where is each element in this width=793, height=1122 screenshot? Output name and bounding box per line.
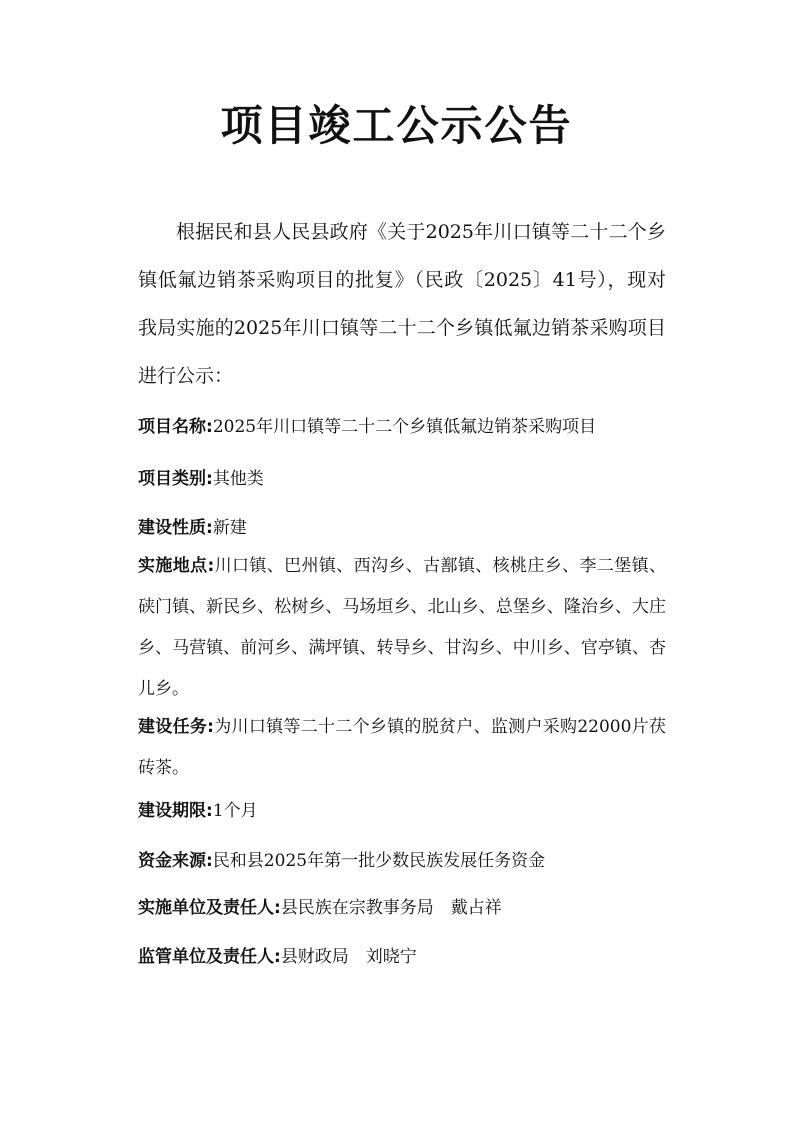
field-value: 新建 xyxy=(212,518,247,538)
field-label: 资金来源: xyxy=(138,851,213,871)
field-implementing-unit xyxy=(138,893,666,918)
field-construction-nature xyxy=(138,513,666,538)
field-value: 2025年川口镇等二十二个乡镇低氟边销茶采购项目 xyxy=(212,417,597,437)
field-value: 1个月 xyxy=(212,801,258,821)
field-location xyxy=(138,546,666,710)
field-construction-period xyxy=(138,796,666,821)
field-label: 建设期限: xyxy=(138,801,213,821)
field-label: 项目名称: xyxy=(138,417,213,437)
field-label: 建设性质: xyxy=(138,518,213,538)
field-label: 监管单位及责任人: xyxy=(138,947,281,967)
field-project-name xyxy=(138,412,666,437)
field-fund-source xyxy=(138,846,666,871)
page-title: 项目竣工公示公告 xyxy=(220,101,573,150)
field-value: 为川口镇等二十二个乡镇的脱贫户、监测户采购22000片茯砖茶。 xyxy=(138,717,666,778)
field-project-category xyxy=(138,464,666,489)
field-construction-task xyxy=(138,707,666,789)
field-value: 县财政局 刘晓宁 xyxy=(280,947,417,967)
field-supervising-unit xyxy=(138,942,666,967)
field-label: 建设任务: xyxy=(138,717,214,737)
field-value: 民和县2025年第一批少数民族发展任务资金 xyxy=(212,851,546,871)
field-value: 川口镇、巴州镇、西沟乡、古鄯镇、核桃庄乡、李二堡镇、硖门镇、新民乡、松树乡、马场垣乡、北山乡、总堡乡、隆治乡、大庄乡、马营镇、前河乡、满坪镇、转导乡、甘沟乡、中川乡、官亭镇、杏儿乡。 xyxy=(138,556,666,699)
field-label: 项目类别: xyxy=(138,469,213,489)
field-value: 其他类 xyxy=(212,469,264,489)
field-label: 实施地点: xyxy=(138,556,215,576)
field-label: 实施单位及责任人: xyxy=(138,898,281,918)
field-value: 县民族在宗教事务局 戴占祥 xyxy=(280,898,502,918)
intro-paragraph: 根据民和县人民县政府《关于2025年川口镇等二十二个乡镇低氟边销茶采购项目的批复》（民政〔2025〕41号），现对我局实施的2025年川口镇等二十二个乡镇低氟边销茶采购项目进行公示： xyxy=(138,221,666,387)
